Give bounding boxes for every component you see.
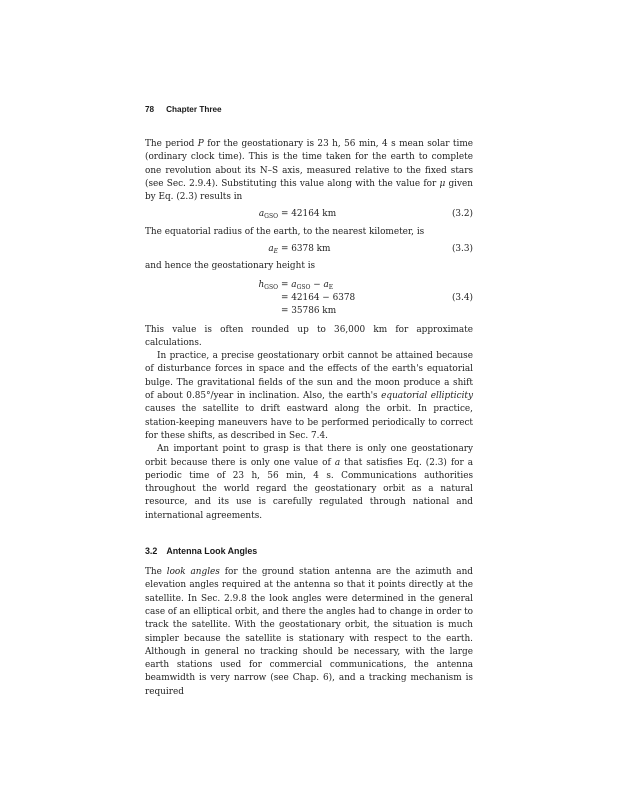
variable-a: a [334,457,341,468]
equation-rhs: = 35786 km [281,306,337,317]
equation-rhs: = 6378 km [281,244,331,255]
section-number: 3.2 [145,546,158,557]
equation-rhs: = 42164 km [281,209,337,220]
equation-line [145,279,473,292]
paragraph-look-angles: The look angles for the ground station antenna are the azimuth and elevation angles required at the antenna so that it points directly at the satellite. In Sec. 2.9.8 the look angles were determined in the general case of an elliptical orbit, and there the angles had to change in order to track the satellite. With the geostationary orbit, the situation is much simpler because the satellite is stationary with respect to the earth. Although in general no tracking should be necessary, with the large earth stations used for commercial communications, the antenna beamwidth is very narrow (see Chap. 6), and a tracking mechanism is required [145,567,473,697]
paragraph-precise-orbit: In practice, a precise geostationary orbit cannot be attained because of disturbance forces in space and the effects of the earth's equatorial bulge. The gravitational fields of the sun and the moon produce a shift of about 0.85°/year in inclination. Also, the earth's equatorial ellipticity causes the satellite to drift eastward along the orbit. In practice, station-keeping maneuvers have to be performed periodically to correct for these shifts, as described in Sec. 7.4. [145,351,473,441]
page-number: 78 [145,105,155,114]
equation-3-2 [145,208,473,221]
equation-lhs: $a_{GSO}$ [258,209,278,221]
section-title: Antenna Look Angles [166,546,258,557]
equation-number: (3.3) [451,244,473,255]
equation-lhs: $a_E$ [268,244,278,256]
equation-line [145,292,473,305]
equation-lhs: $h_{GSO}$ [258,279,278,291]
running-head [145,104,473,116]
equation-rhs: = $a_{GSO} - a_E$ [281,279,334,291]
book-page [145,104,473,699]
chapter-title: Chapter Three [166,105,222,114]
equation-line [145,305,473,318]
paragraph-important-point: An important point to grasp is that there is only one geostationary orbit because there is only one value of a that satisfies Eq. (2.3) for a periodic time of 23 h, 56 min, 4 s. Communications authorities throughout the world regard the geostationary orbit as a natural resource, and its use is carefully regulated through national and international agreements. [145,444,474,521]
paragraph-period: The period P for the geostationary is 23 h, 56 min, 4 s mean solar time (ordinary clock time). This is the time taken for the earth to complete one revolution about its N–S axis, measured relative to the fixed stars (see Sec. 2.9.4). Substituting this value along with the value for μ given by Eq. (2.3) results in [145,139,473,203]
equation-3-4 [145,279,473,319]
equation-rhs: = 42164 − 6378 [281,292,356,303]
equation-3-3 [145,243,473,256]
section-heading [145,545,473,558]
paragraph-equatorial-radius: The equatorial radius of the earth, to the nearest kilometer, is [145,226,425,237]
term-look-angles: look angles [166,567,220,578]
term-equatorial-ellipticity: equatorial ellipticity [381,391,473,402]
paragraph-geostationary-height: and hence the geostationary height is [145,261,316,272]
symbol-mu: μ [439,178,446,189]
variable-P: P [197,139,204,149]
equation-number: (3.2) [451,209,473,220]
equation-number: (3.4) [451,292,473,303]
paragraph-rounded-value: This value is often rounded up to 36,000 km for approximate calculations. [145,324,473,348]
